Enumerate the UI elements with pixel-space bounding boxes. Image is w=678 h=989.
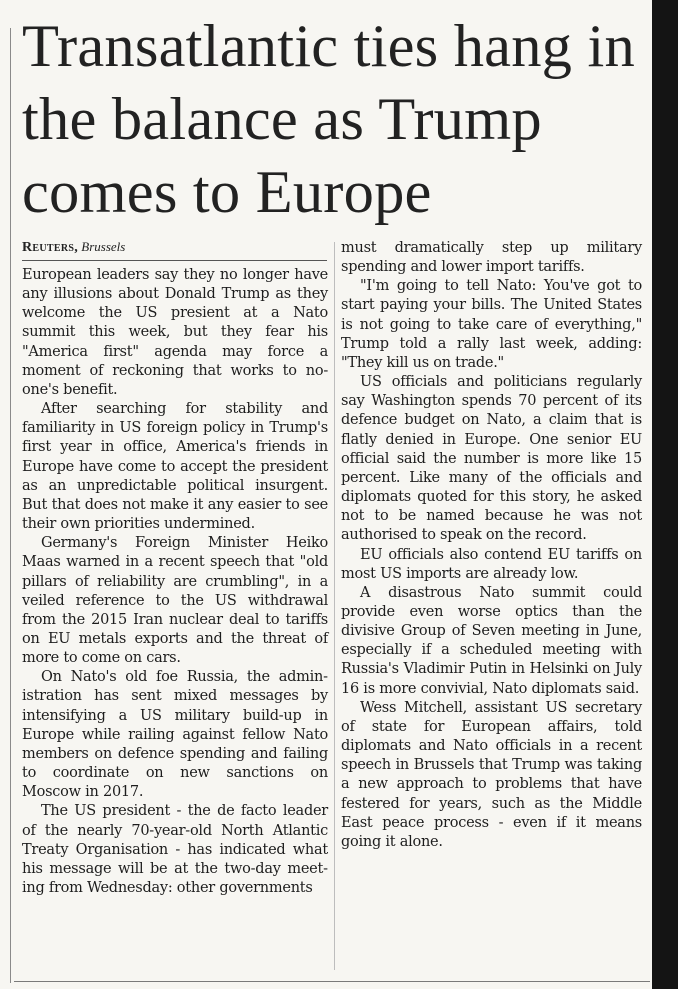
paragraph: The US president - the de facto leader of the nearly 70-year-old North Atlantic Treaty Organisation - has indicated what his message will be at the two-day meeting from Wednesday: other governments (22, 803, 328, 896)
paragraph: A disastrous Nato summit could provide even worse optics than the divisive Group of Seven meeting in June, especially if a scheduled meeting with Russia's Vladimir Putin in Helsinki on July 16 is more convivial, Nato diplomats said. (341, 584, 642, 697)
byline-dateline: Brussels (81, 239, 126, 254)
paragraph: EU officials also contend EU tariffs on most US imports are already low. (341, 546, 642, 582)
article-column-right (341, 239, 642, 852)
byline-agency: Reuters, (22, 240, 79, 255)
paragraph: Germany's Foreign Minister Heiko Maas warned in a recent speech that "old pillars of reliability are crumbling", in a veiled reference to the US withdrawal from the 2015 Iran nuclear deal to tariffs on EU metals exports and the threat of more to come on cars. (22, 535, 328, 667)
paragraph: After searching for stability and familiarity in US foreign policy in Trump's first year in office, America's friends in Europe have come to accept the president as an unpredictable political insurgent. But that does not make it any easier to see their own priorities undermined. (22, 401, 328, 533)
byline (22, 238, 327, 261)
page-edge-right (652, 0, 678, 989)
page-edge-bottom (14, 981, 650, 982)
article-column-left (22, 266, 328, 898)
paragraph: Wess Mitchell, assistant US secretary of state for European affairs, told diplomats and Nato officials in a recent speech in Brussels that Trump was taking a new approach to problems that have festered for years, such as the Middle East peace process - even if it means going it alone. (341, 699, 642, 850)
column-divider (334, 242, 335, 970)
paragraph: On Nato's old foe Russia, the administration has sent mixed messages by intensifying a US military build-up in Europe while railing against fellow Nato members on defence spending and failing to coordinate on new sanctions on Moscow in 2017. (22, 669, 328, 801)
paragraph: European leaders say they no longer have any illusions about Donald Trump as they welcome the US presient at a Nato summit this week, but they fear his "America first" agenda may force a moment of reckoning that works to no-one's benefit. (22, 267, 328, 398)
headline: Transatlantic ties hang in the balance as Trump comes to Europe (22, 13, 635, 226)
page-edge-left (10, 28, 11, 983)
paragraph: US officials and politicians regularly say Washington spends 70 percent of its defence budget on Nato, a claim that is flatly denied in Europe. One senior EU official said the number is more like 15 percent. Like many of the officials and diplomats quoted for this story, he asked not to be named because he was not authorised to speak on the record. (341, 374, 642, 544)
paragraph: "I'm going to tell Nato: You've got to start paying your bills. The United States is not going to take care of everything," Trump told a rally last week, adding: "They kill us on trade." (341, 278, 642, 371)
paragraph: must dramatically step up military spending and lower import tariffs. (341, 240, 642, 276)
